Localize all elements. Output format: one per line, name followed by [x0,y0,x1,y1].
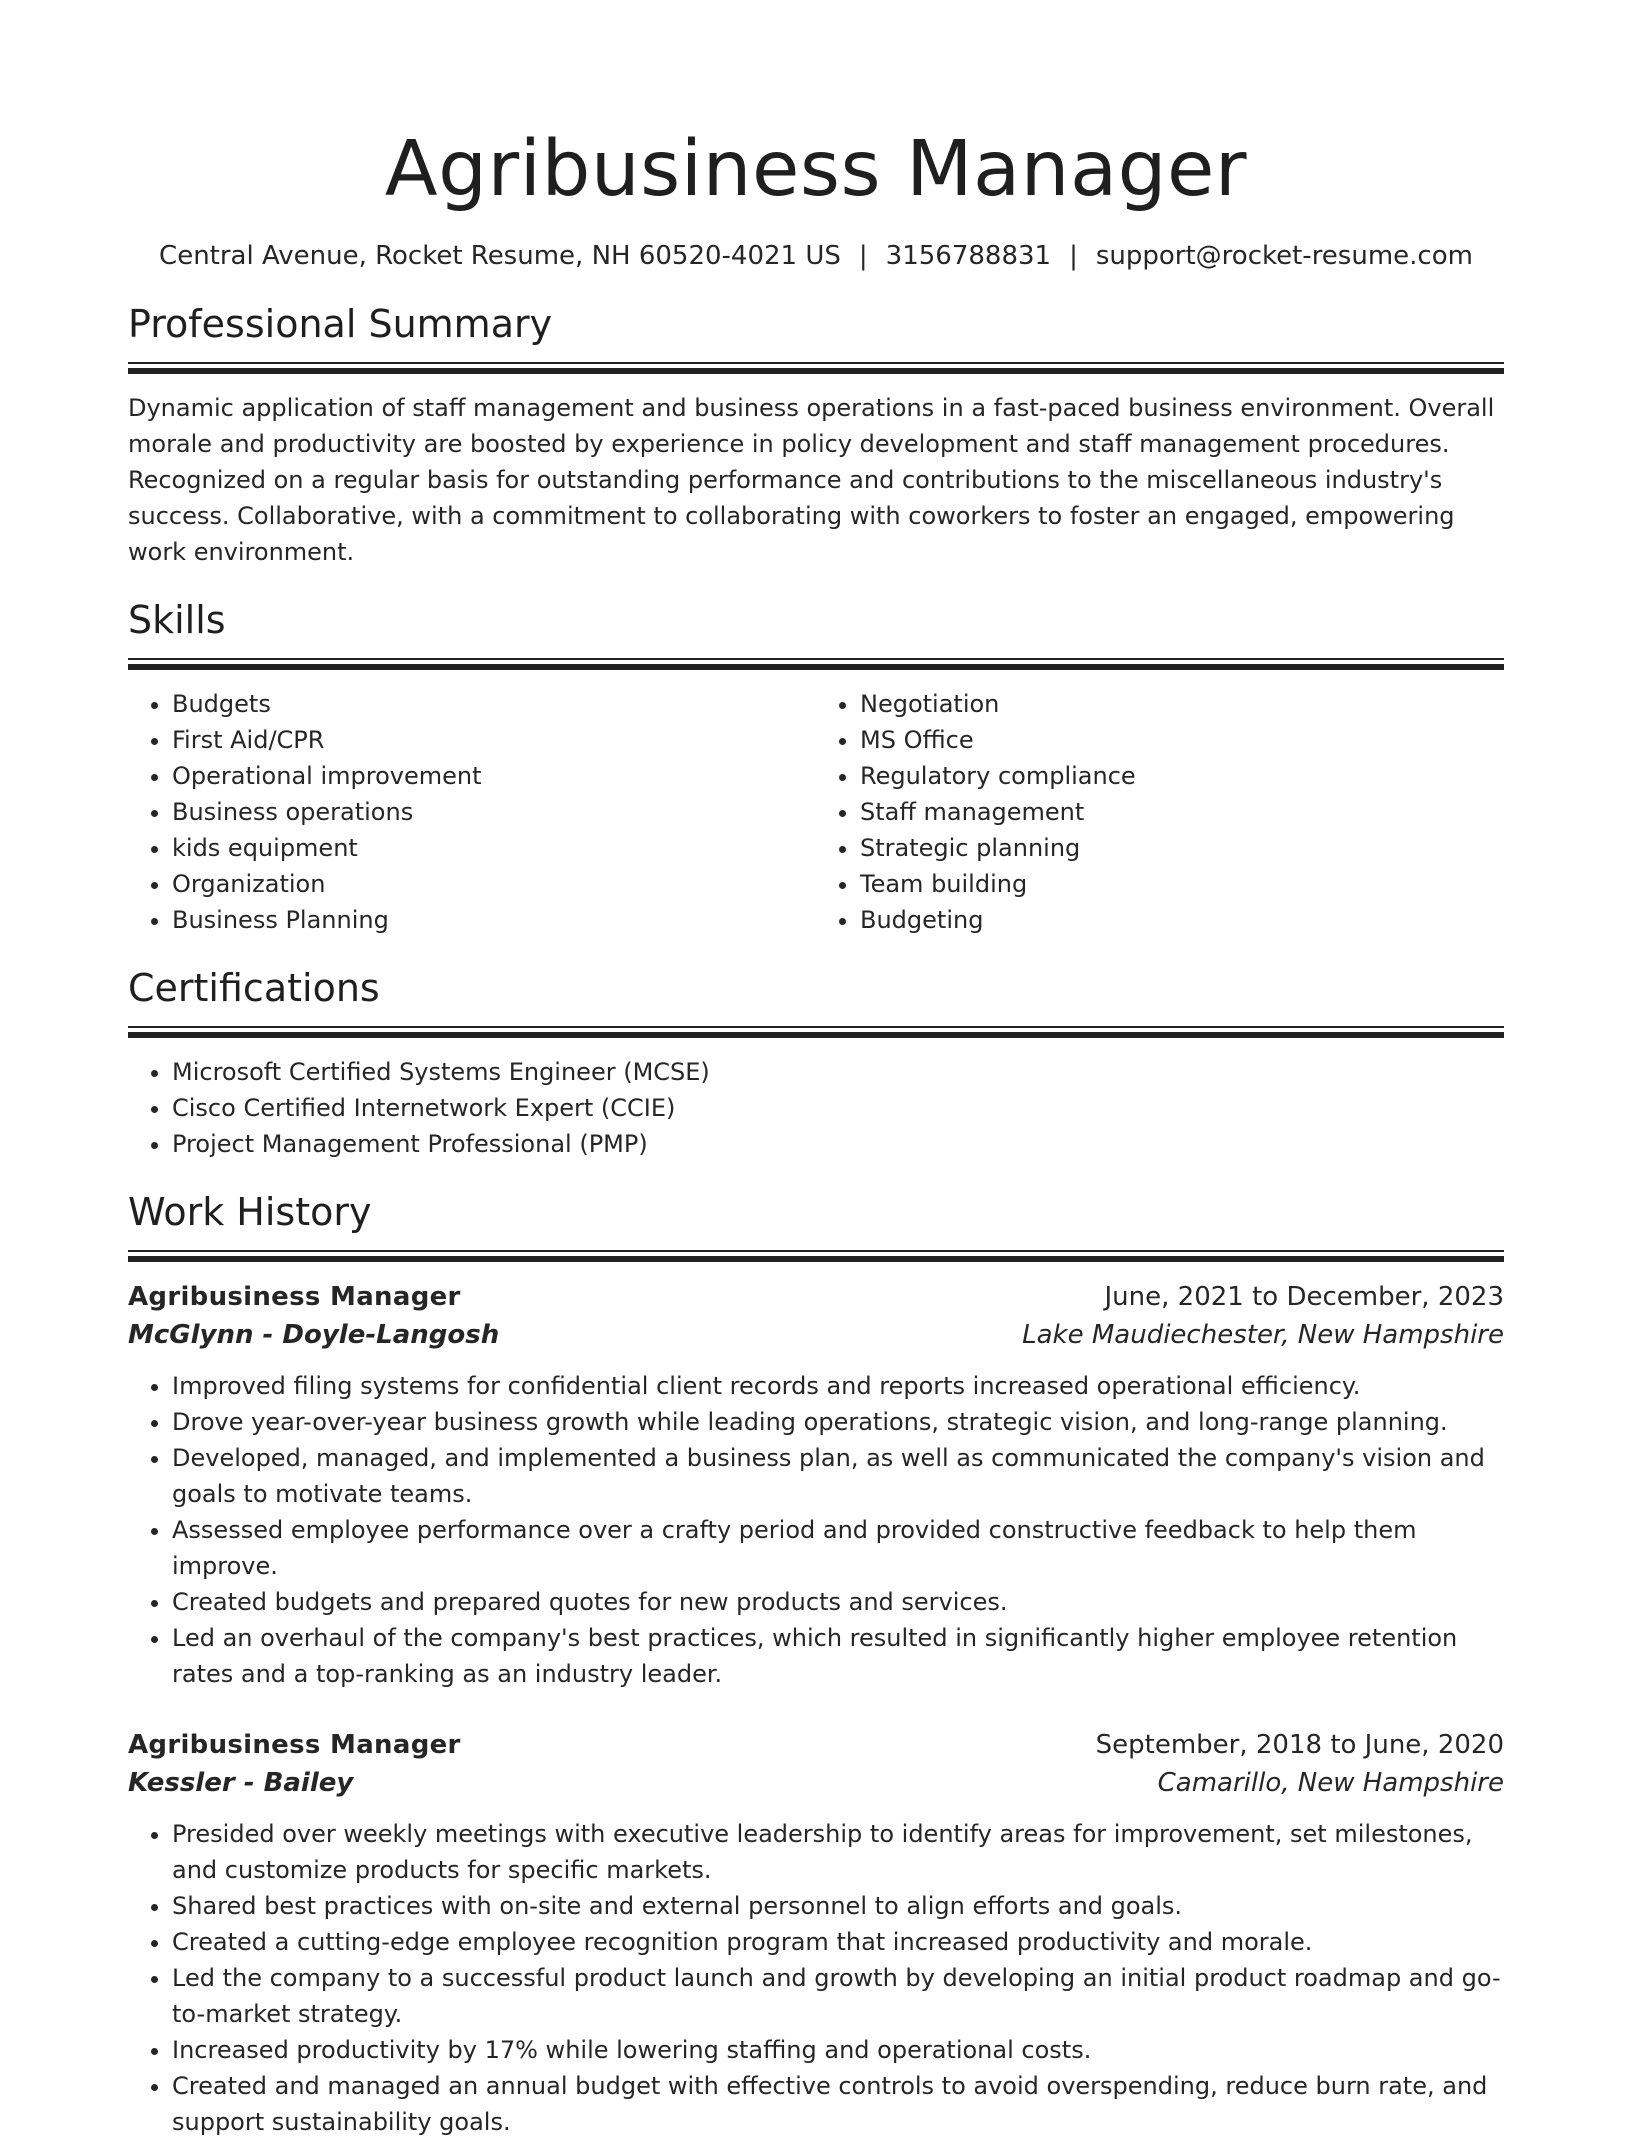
job-company: Kessler - Bailey [128,1768,354,1798]
job-dates: June, 2021 to December, 2023 [1104,1282,1504,1312]
section-divider [128,1250,1504,1262]
job-bullet: • Created a cutting-edge employee recognition program that increased productivity and morale. [172,1924,1504,1960]
skills-list-left [128,686,816,938]
skills-section [128,596,1504,938]
certification-item: • Cisco Certified Internetwork Expert (CCIE) [172,1090,1504,1126]
job-header-row [128,1726,1504,1764]
job-company: McGlynn - Doyle-Langosh [128,1320,500,1350]
job-entry [128,1278,1504,1692]
certifications-list [128,1054,1504,1162]
job-title: Agribusiness Manager [128,1730,461,1760]
work-history-heading: Work History [128,1190,372,1234]
candidate-name: Agribusiness Manager [384,125,1248,214]
skills-list-right [816,686,1504,938]
job-bullet: • Improved filing systems for confidential client records and reports increased operational efficiency. [172,1368,1504,1404]
certifications-section [128,964,1504,1162]
section-divider [128,362,1504,374]
skill-item: • Operational improvement [172,758,816,794]
certifications-heading: Certifications [128,966,380,1010]
skill-item: • Organization [172,866,816,902]
job-bullet: • Led an overhaul of the company's best practices, which resulted in significantly higher employee retention rates and a top-ranking as an industry leader. [172,1620,1504,1692]
job-bullet: • Drove year-over-year business growth while leading operations, strategic vision, and long-range planning. [172,1404,1504,1440]
skill-item: • Team building [860,866,1504,902]
job-bullets [128,1816,1504,2140]
job-bullet: • Assessed employee performance over a crafty period and provided constructive feedback to help them improve. [172,1512,1504,1584]
job-bullet: • Led the company to a successful product launch and growth by developing an initial product roadmap and go-to-market strategy. [172,1960,1504,2032]
skill-item: • Regulatory compliance [860,758,1504,794]
certification-item: • Microsoft Certified Systems Engineer (MCSE) [172,1054,1504,1090]
skill-item: • kids equipment [172,830,816,866]
job-location: Camarillo, New Hampshire [1157,1768,1504,1798]
job-dates: September, 2018 to June, 2020 [1095,1730,1504,1760]
certification-item: • Project Management Professional (PMP) [172,1126,1504,1162]
skills-heading: Skills [128,598,226,642]
summary-section [128,300,1504,570]
skill-item: • Strategic planning [860,830,1504,866]
job-title: Agribusiness Manager [128,1282,461,1312]
job-bullets [128,1368,1504,1692]
contact-address: Central Avenue, Rocket Resume, NH 60520-4021 US [159,241,841,271]
section-divider [128,1026,1504,1038]
job-bullet: • Shared best practices with on-site and external personnel to align efforts and goals. [172,1888,1504,1924]
skills-columns [128,686,1504,938]
job-entry [128,1726,1504,2140]
job-bullet: • Created and managed an annual budget with effective controls to avoid overspending, reduce burn rate, and support sustainability goals. [172,2068,1504,2140]
job-bullet: • Developed, managed, and implemented a business plan, as well as communicated the company's vision and goals to motivate teams. [172,1440,1504,1512]
summary-heading: Professional Summary [128,302,553,346]
skill-item: • Staff management [860,794,1504,830]
contact-separator: | [1069,241,1078,271]
job-employer-row [128,1316,1504,1354]
contact-phone: 3156788831 [885,241,1052,271]
job-header-row [128,1278,1504,1316]
skill-item: • Budgets [172,686,816,722]
resume-page [128,0,1504,2140]
job-bullet: • Presided over weekly meetings with executive leadership to identify areas for improvement, set milestones, and customize products for specific markets. [172,1816,1504,1888]
skill-item: • MS Office [860,722,1504,758]
contact-email: support@rocket-resume.com [1095,241,1473,271]
contact-separator: | [858,241,868,271]
skill-item: • Budgeting [860,902,1504,938]
skill-item: • First Aid/CPR [172,722,816,758]
summary-text: Dynamic application of staff management and business operations in a fast-paced business environment. Overall morale and productivity are boosted by experience in policy development and staff management procedures. Recognized on a regular basis for outstanding performance and contributions to the miscellaneous industry's success. Collaborative, with a commitment to collaborating with coworkers to foster an engaged, empowering work environment. [128,394,1495,566]
skill-item: • Business operations [172,794,816,830]
work-history-section [128,1188,1504,2140]
job-bullet: • Increased productivity by 17% while lowering staffing and operational costs. [172,2032,1504,2068]
job-bullet: • Created budgets and prepared quotes for new products and services. [172,1584,1504,1620]
job-location: Lake Maudiechester, New Hampshire [1022,1320,1504,1350]
job-employer-row [128,1764,1504,1802]
skill-item: • Business Planning [172,902,816,938]
skill-item: • Negotiation [860,686,1504,722]
contact-line [128,238,1504,274]
section-divider [128,658,1504,670]
